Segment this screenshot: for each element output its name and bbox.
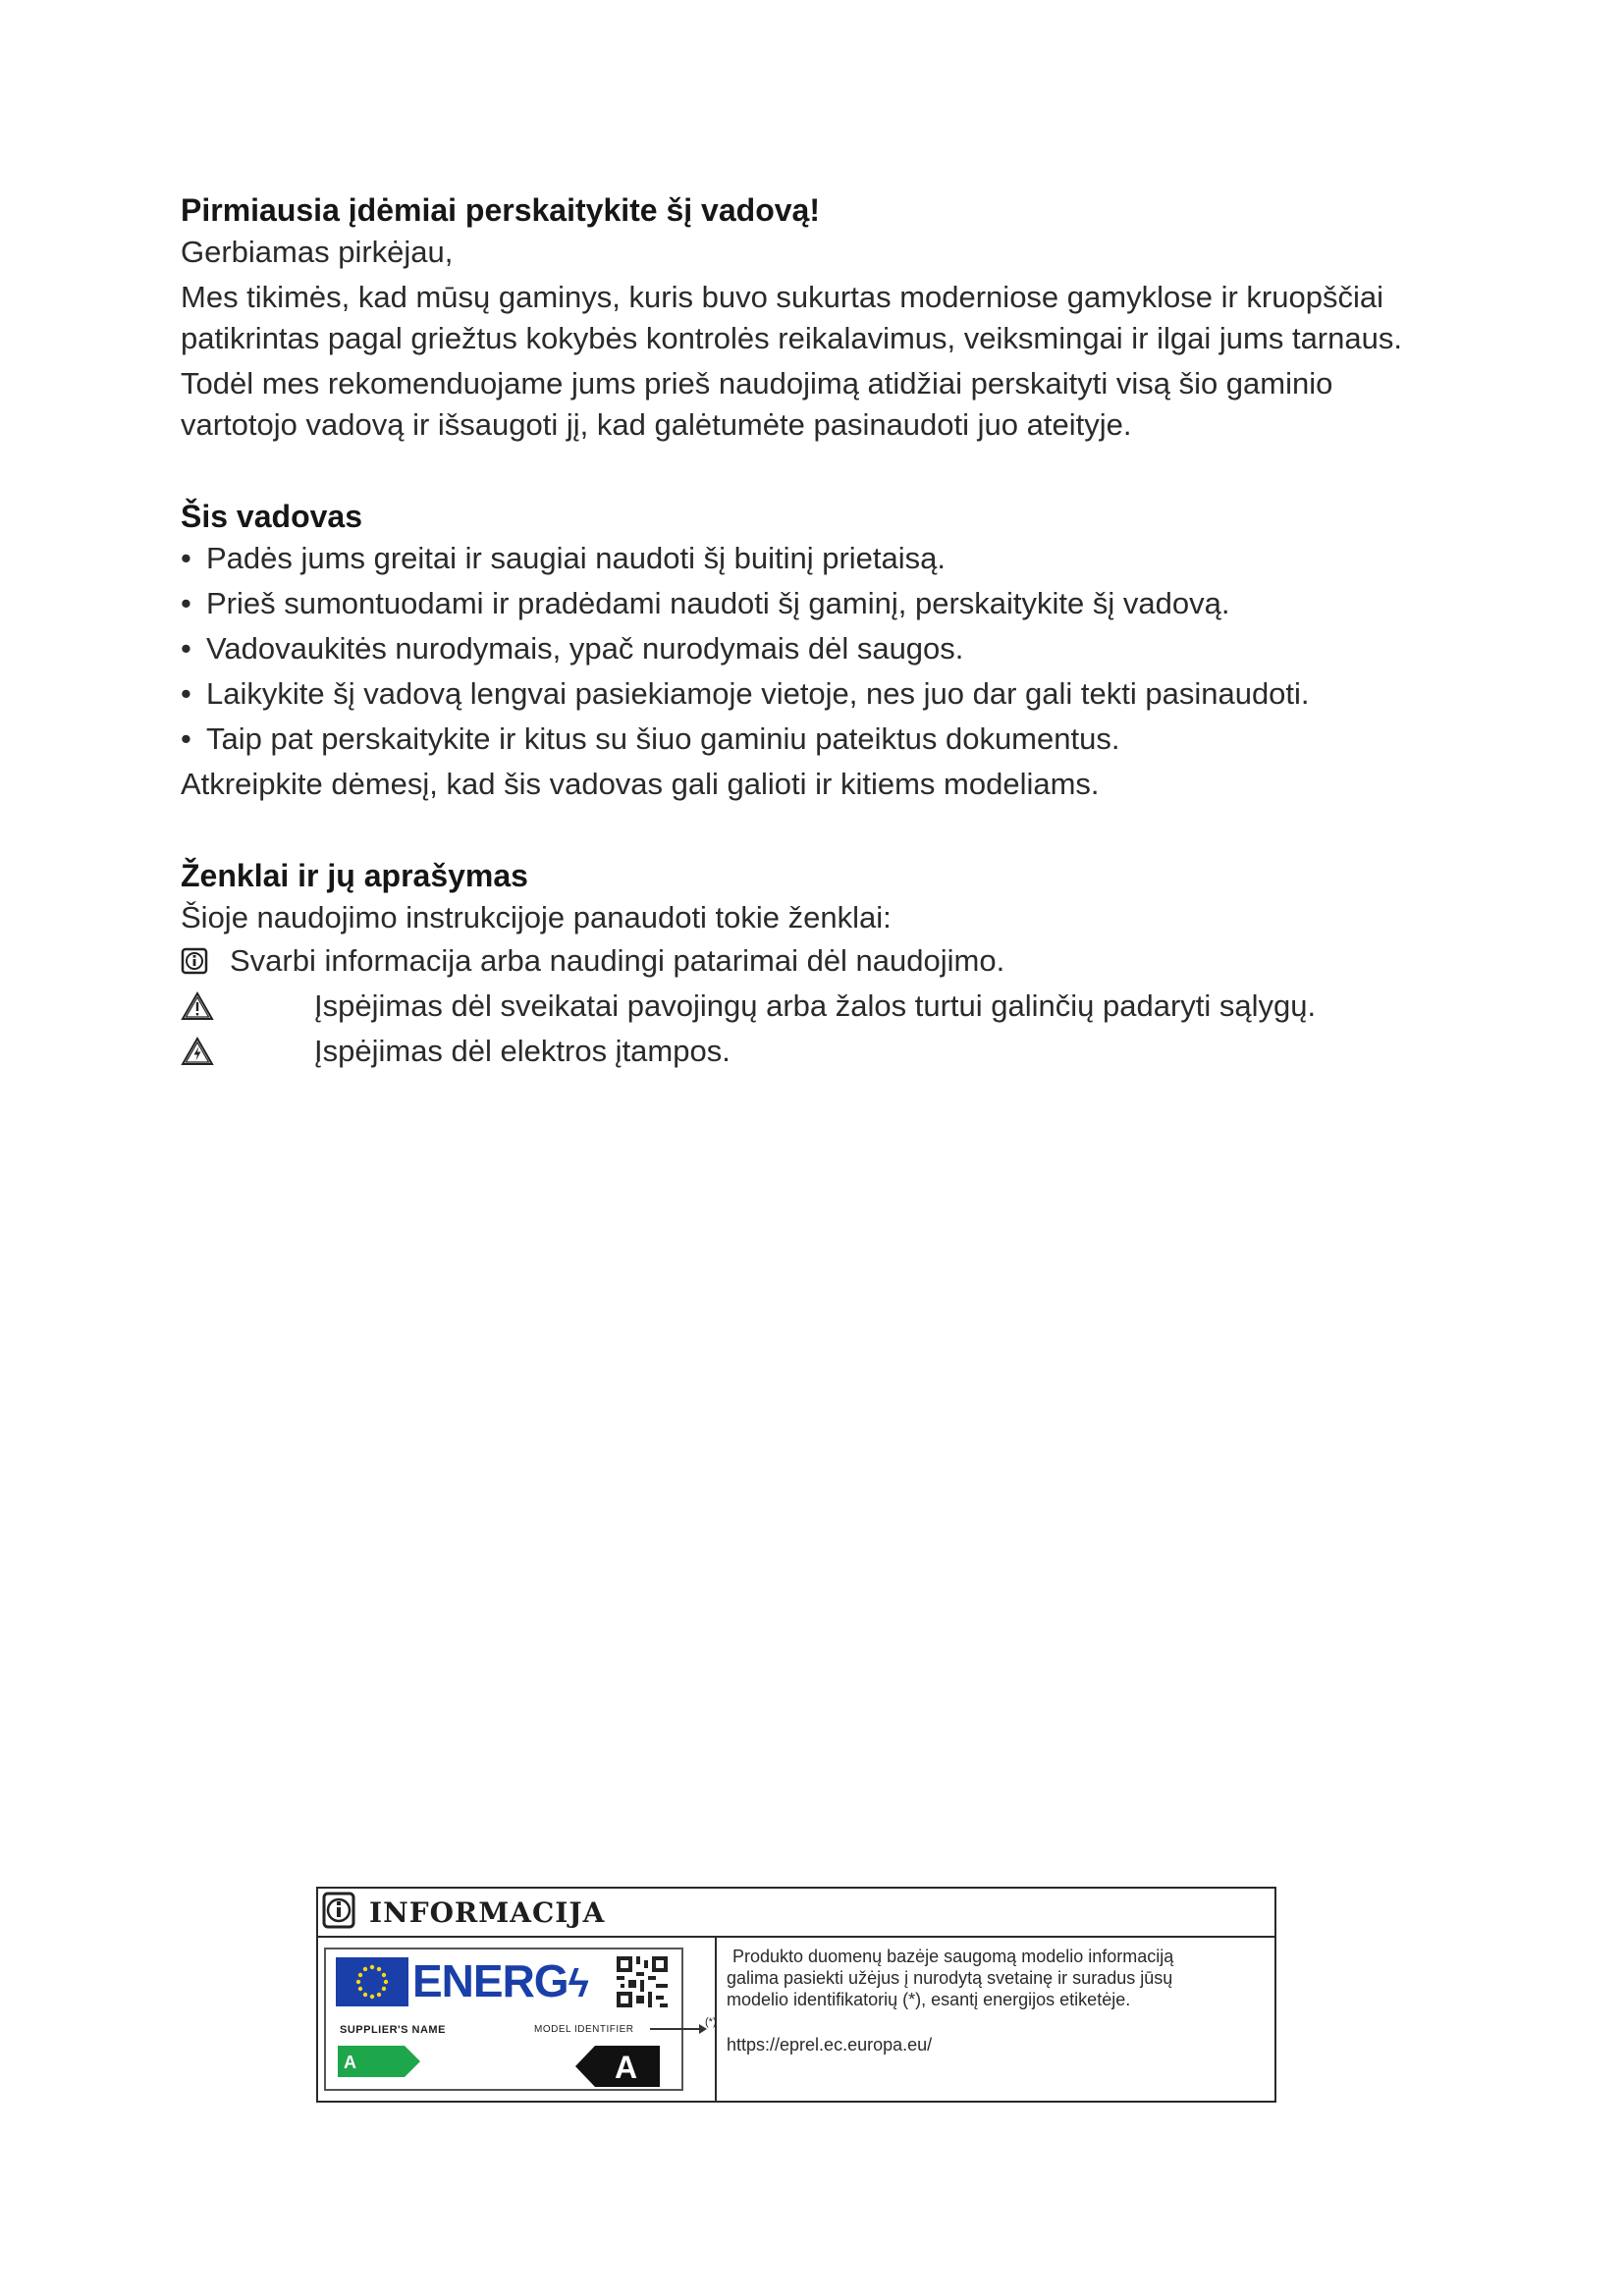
symbol-row-warning-voltage <box>181 1029 1457 1074</box>
list-item-text: Taip pat perskaitykite ir kitus su šiuo gaminiu pateiktus dokumentus. <box>206 721 1120 756</box>
intro-section <box>181 188 1457 446</box>
intro-paragraph-1 <box>181 277 1457 359</box>
qr-code-icon <box>617 1955 668 2008</box>
guide-heading: Šis vadovas <box>181 499 362 534</box>
list-item <box>181 673 1457 715</box>
bullet: • <box>181 541 191 575</box>
intro-paragraph-2-line-1: Todėl mes rekomenduojame jums prieš naudojimą atidžiai perskaityti visą šio gaminio <box>181 366 1333 400</box>
energy-class-black-arrow <box>575 2046 660 2087</box>
intro-heading: Pirmiausia įdėmiai perskaitykite šį vadovą! <box>181 192 820 228</box>
pointer-line <box>650 2028 705 2030</box>
list-item-text: Laikykite šį vadovą lengvai pasiekiamoje vietoje, nes juo dar gali tekti pasinaudoti. <box>206 676 1310 711</box>
info-text-line-2: galima pasiekti užėjus į nurodytą svetainę ir suradus jūsų <box>727 1968 1173 1988</box>
energy-label-column <box>318 1938 717 2103</box>
info-icon <box>181 945 216 977</box>
warning-health-text: Įspėjimas dėl sveikatai pavojingų arba žalos turtui galinčių padaryti sąlygų. <box>314 988 1317 1023</box>
symbols-heading: Ženklai ir jų aprašymas <box>181 858 528 893</box>
information-text-column <box>717 1938 1274 2103</box>
symbol-row-warning-health <box>181 984 1457 1029</box>
list-item-text: Vadovaukitės nurodymais, ypač nurodymais dėl saugos. <box>206 631 964 666</box>
information-box-body <box>318 1938 1274 2103</box>
eu-flag-icon <box>336 1957 408 2006</box>
guide-note: Atkreipkite dėmesį, kad šis vadovas gali galioti ir kitiems modeliams. <box>181 767 1100 801</box>
list-item-text: Prieš sumontuodami ir pradėdami naudoti šį gaminį, perskaitykite šį vadovą. <box>206 586 1230 620</box>
list-item <box>181 719 1457 760</box>
info-text-line-3: modelio identifikatorių (*), esantį energijos etiketėje. <box>727 1990 1131 2009</box>
bullet: • <box>181 676 191 711</box>
energy-class-big: A <box>615 2050 638 2085</box>
list-item <box>181 538 1457 579</box>
supplier-name-label: SUPPLIER'S NAME <box>340 2024 446 2036</box>
intro-paragraph-1-line-2: patikrintas pagal griežtus kokybės kontrolės reikalavimus, veiksmingai ir ilgai jums tarnaus. <box>181 321 1402 355</box>
information-box-title: INFORMACIJA <box>369 1896 606 1929</box>
asterisk-mark: (*) <box>705 2016 717 2028</box>
information-box-header <box>318 1889 1274 1938</box>
information-box <box>316 1887 1276 2103</box>
bullet: • <box>181 631 191 666</box>
intro-paragraph-1-line-1: Mes tikimės, kad mūsų gaminys, kuris buvo sukurtas moderniose gamyklose ir kruopščiai <box>181 280 1383 314</box>
bullet: • <box>181 721 191 756</box>
list-item-text: Padės jums greitai ir saugiai naudoti šį buitinį prietaisą. <box>206 541 947 575</box>
energy-class-small: A <box>344 2053 356 2072</box>
energy-logo-text: ENERGϟ <box>412 1955 588 2006</box>
symbol-row-info <box>181 938 1457 984</box>
bullet: • <box>181 586 191 620</box>
eprel-url-link[interactable]: https://eprel.ec.europa.eu/ <box>727 2035 933 2055</box>
symbols-section <box>181 854 1457 1074</box>
energy-class-green-arrow <box>338 2046 420 2077</box>
info-text-line-1: Produkto duomenų bazėje saugomą modelio informaciją <box>732 1947 1174 1966</box>
list-item <box>181 583 1457 624</box>
guide-section <box>181 495 1457 805</box>
greeting: Gerbiamas pirkėjau, <box>181 235 454 269</box>
symbols-intro: Šioje naudojimo instrukcijoje panaudoti tokie ženklai: <box>181 900 892 934</box>
document-page <box>181 188 1457 1074</box>
lightning-icon: ϟ <box>568 1962 588 2005</box>
guide-list <box>181 538 1457 760</box>
electric-warning-icon <box>181 1036 216 1067</box>
info-icon <box>322 1892 355 1934</box>
warning-voltage-text: Įspėjimas dėl elektros įtampos. <box>314 1034 731 1068</box>
intro-paragraph-2-line-2: vartotojo vadovą ir išsaugoti jį, kad galėtumėte pasinaudoti juo ateityje. <box>181 407 1132 442</box>
intro-paragraph-2 <box>181 363 1457 446</box>
info-symbol-text: Svarbi informacija arba naudingi patarimai dėl naudojimo. <box>230 943 1005 978</box>
model-identifier-label: MODEL IDENTIFIER <box>534 2024 634 2035</box>
list-item <box>181 628 1457 669</box>
energy-label <box>324 1948 717 2091</box>
warning-triangle-icon <box>181 990 216 1022</box>
